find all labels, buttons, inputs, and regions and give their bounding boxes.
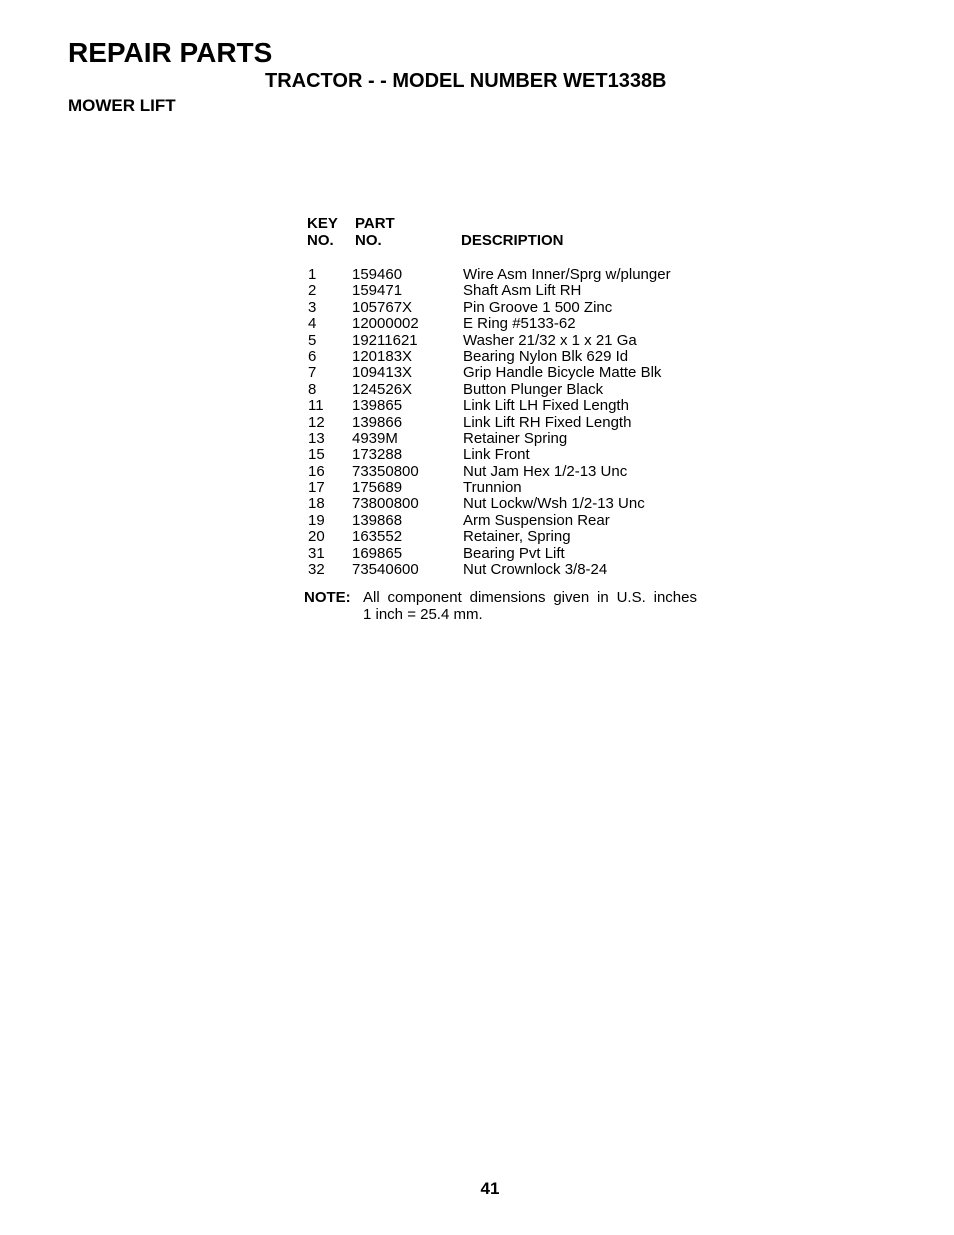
table-row xyxy=(305,382,725,398)
table-row xyxy=(305,349,725,365)
key-cell: 7 xyxy=(308,364,317,382)
table-row xyxy=(305,415,725,431)
key-cell: 13 xyxy=(308,429,325,447)
description-cell: Retainer, Spring xyxy=(463,528,571,546)
table-row xyxy=(305,365,725,381)
key-cell: 12 xyxy=(308,413,325,431)
part-number-cell: 159471 xyxy=(352,282,403,300)
table-row xyxy=(305,431,725,447)
description-cell: Trunnion xyxy=(463,479,522,497)
description-cell: Bearing Pvt Lift xyxy=(463,544,565,562)
key-header-line1: KEY xyxy=(307,215,338,232)
key-cell: 8 xyxy=(308,380,317,398)
description-cell: Grip Handle Bicycle Matte Blk xyxy=(463,364,662,382)
description-cell: Bearing Nylon Blk 629 Id xyxy=(463,347,629,365)
table-row xyxy=(305,333,725,349)
description-cell: Link Front xyxy=(463,446,530,464)
note-line-1: All component dimensions given in U.S. inches xyxy=(363,589,697,606)
description-header: DESCRIPTION xyxy=(461,232,564,249)
table-row xyxy=(305,267,725,283)
key-cell: 6 xyxy=(308,347,317,365)
table-row xyxy=(305,464,725,480)
table-row xyxy=(305,447,725,463)
note-label: NOTE: xyxy=(304,589,351,606)
table-row xyxy=(305,496,725,512)
parts-table-header xyxy=(305,214,725,254)
description-cell: Link Lift RH Fixed Length xyxy=(463,413,632,431)
description-cell: Link Lift LH Fixed Length xyxy=(463,397,629,415)
page-title: REPAIR PARTS xyxy=(68,37,273,68)
description-cell: Button Plunger Black xyxy=(463,380,604,398)
description-cell: Nut Jam Hex 1/2-13 Unc xyxy=(463,462,628,480)
table-row xyxy=(305,513,725,529)
key-cell: 18 xyxy=(308,495,325,513)
note-line-2: 1 inch = 25.4 mm. xyxy=(363,605,483,623)
part-number-cell: 139866 xyxy=(352,413,403,431)
part-number-cell: 175689 xyxy=(352,479,403,497)
parts-table-body xyxy=(305,267,725,578)
description-cell: Nut Lockw/Wsh 1/2-13 Unc xyxy=(463,495,645,513)
page-number: 41 xyxy=(480,1179,500,1198)
key-cell: 2 xyxy=(308,282,317,300)
description-cell: Washer 21/32 x 1 x 21 Ga xyxy=(463,331,637,349)
part-number-cell: 109413X xyxy=(352,364,413,382)
description-cell: E Ring #5133-62 xyxy=(463,315,576,333)
part-number-cell: 169865 xyxy=(352,544,403,562)
table-row xyxy=(305,283,725,299)
part-number-cell: 139865 xyxy=(352,397,403,415)
description-cell: Wire Asm Inner/Sprg w/plunger xyxy=(463,266,671,283)
part-number-cell: 4939M xyxy=(352,429,398,447)
model-subtitle: TRACTOR - - MODEL NUMBER WET1338B xyxy=(265,70,667,92)
description-cell: Pin Groove 1 500 Zinc xyxy=(463,298,613,316)
section-heading: MOWER LIFT xyxy=(68,96,176,115)
part-header-line1: PART xyxy=(355,215,395,232)
table-row xyxy=(305,529,725,545)
part-number-cell: 73540600 xyxy=(352,561,419,579)
key-cell: 19 xyxy=(308,511,325,529)
key-cell: 15 xyxy=(308,446,325,464)
part-number-cell: 163552 xyxy=(352,528,403,546)
part-number-cell: 139868 xyxy=(352,511,403,529)
part-number-cell: 105767X xyxy=(352,298,413,316)
description-cell: Arm Suspension Rear xyxy=(463,511,610,529)
description-cell: Retainer Spring xyxy=(463,429,568,447)
key-header-line2: NO. xyxy=(307,232,334,249)
key-cell: 20 xyxy=(308,528,325,546)
key-cell: 1 xyxy=(308,266,317,283)
key-cell: 17 xyxy=(308,479,325,497)
description-cell: Nut Crownlock 3/8-24 xyxy=(463,561,608,579)
key-cell: 31 xyxy=(308,544,325,562)
part-number-cell: 19211621 xyxy=(352,331,418,349)
part-number-cell: 124526X xyxy=(352,380,413,398)
key-cell: 5 xyxy=(308,331,317,349)
part-number-cell: 120183X xyxy=(352,347,413,365)
part-number-cell: 173288 xyxy=(352,446,403,464)
part-number-cell: 159460 xyxy=(352,266,403,283)
key-cell: 11 xyxy=(308,397,324,415)
key-cell: 4 xyxy=(308,315,317,333)
parts-table xyxy=(305,214,725,579)
table-row xyxy=(305,562,725,578)
key-cell: 16 xyxy=(308,462,325,480)
table-row xyxy=(305,398,725,414)
table-row xyxy=(305,316,725,332)
part-number-cell: 73350800 xyxy=(352,462,419,480)
part-number-cell: 73800800 xyxy=(352,495,419,513)
part-header-line2: NO. xyxy=(355,232,382,249)
table-row xyxy=(305,480,725,496)
key-cell: 32 xyxy=(308,561,325,579)
key-cell: 3 xyxy=(308,298,317,316)
table-row xyxy=(305,546,725,562)
part-number-cell: 12000002 xyxy=(352,315,419,333)
description-cell: Shaft Asm Lift RH xyxy=(463,282,582,300)
table-row xyxy=(305,300,725,316)
